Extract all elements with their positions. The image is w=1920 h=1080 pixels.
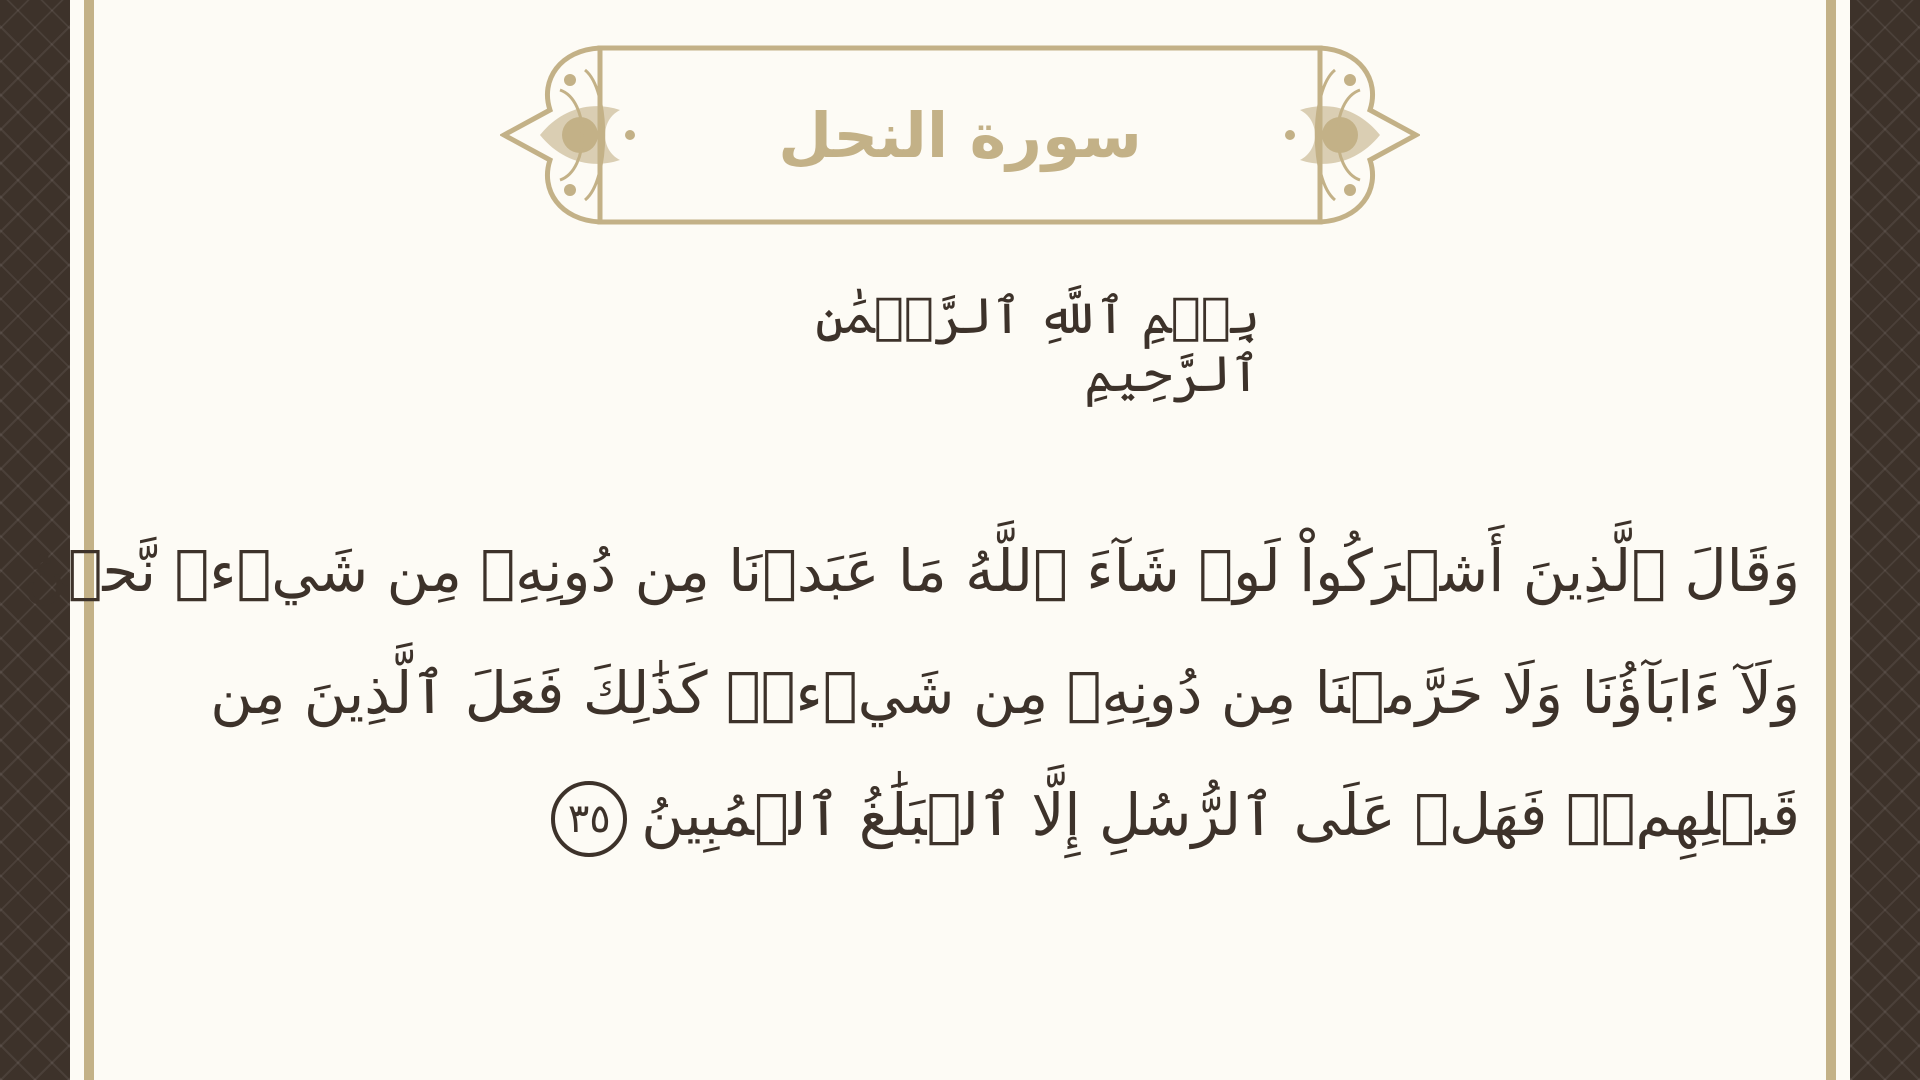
verse-line-3 [200, 754, 1800, 876]
surah-title-cartouche [500, 40, 1420, 230]
right-gold-frame-line [1826, 0, 1836, 1080]
basmala: بِسۡمِ ٱللَّهِ ٱلرَّحۡمَٰنِ ٱلرَّحِيمِ [815, 287, 1260, 403]
surah-title: سورة النحل [778, 98, 1142, 172]
verse-line-3-text: قَبۡلِهِمۡۚ فَهَلۡ عَلَى ٱلرُّسُلِ إِلَّا ٱلۡبَلَٰغُ ٱلۡمُبِينُ [641, 781, 1800, 849]
verse-line-1: وَقَالَ ٱلَّذِينَ أَشۡرَكُواْ لَوۡ شَآءَ ٱللَّهُ مَا عَبَدۡنَا مِن دُونِهِۦ مِن شَيۡءٖ نَّحۡنُ [23, 537, 1800, 605]
verse-line-2: وَلَآ ءَابَآؤُنَا وَلَا حَرَّمۡنَا مِن دُونِهِۦ مِن شَيۡءٖۚ كَذَٰلِكَ فَعَلَ ٱلَّذِينَ مِن [210, 659, 1800, 727]
right-frame-gap [1836, 0, 1850, 1080]
ayah-number-marker: ٣٥ [551, 781, 627, 857]
right-ornamental-border [1850, 0, 1920, 1080]
verse-text-block [23, 510, 1800, 876]
